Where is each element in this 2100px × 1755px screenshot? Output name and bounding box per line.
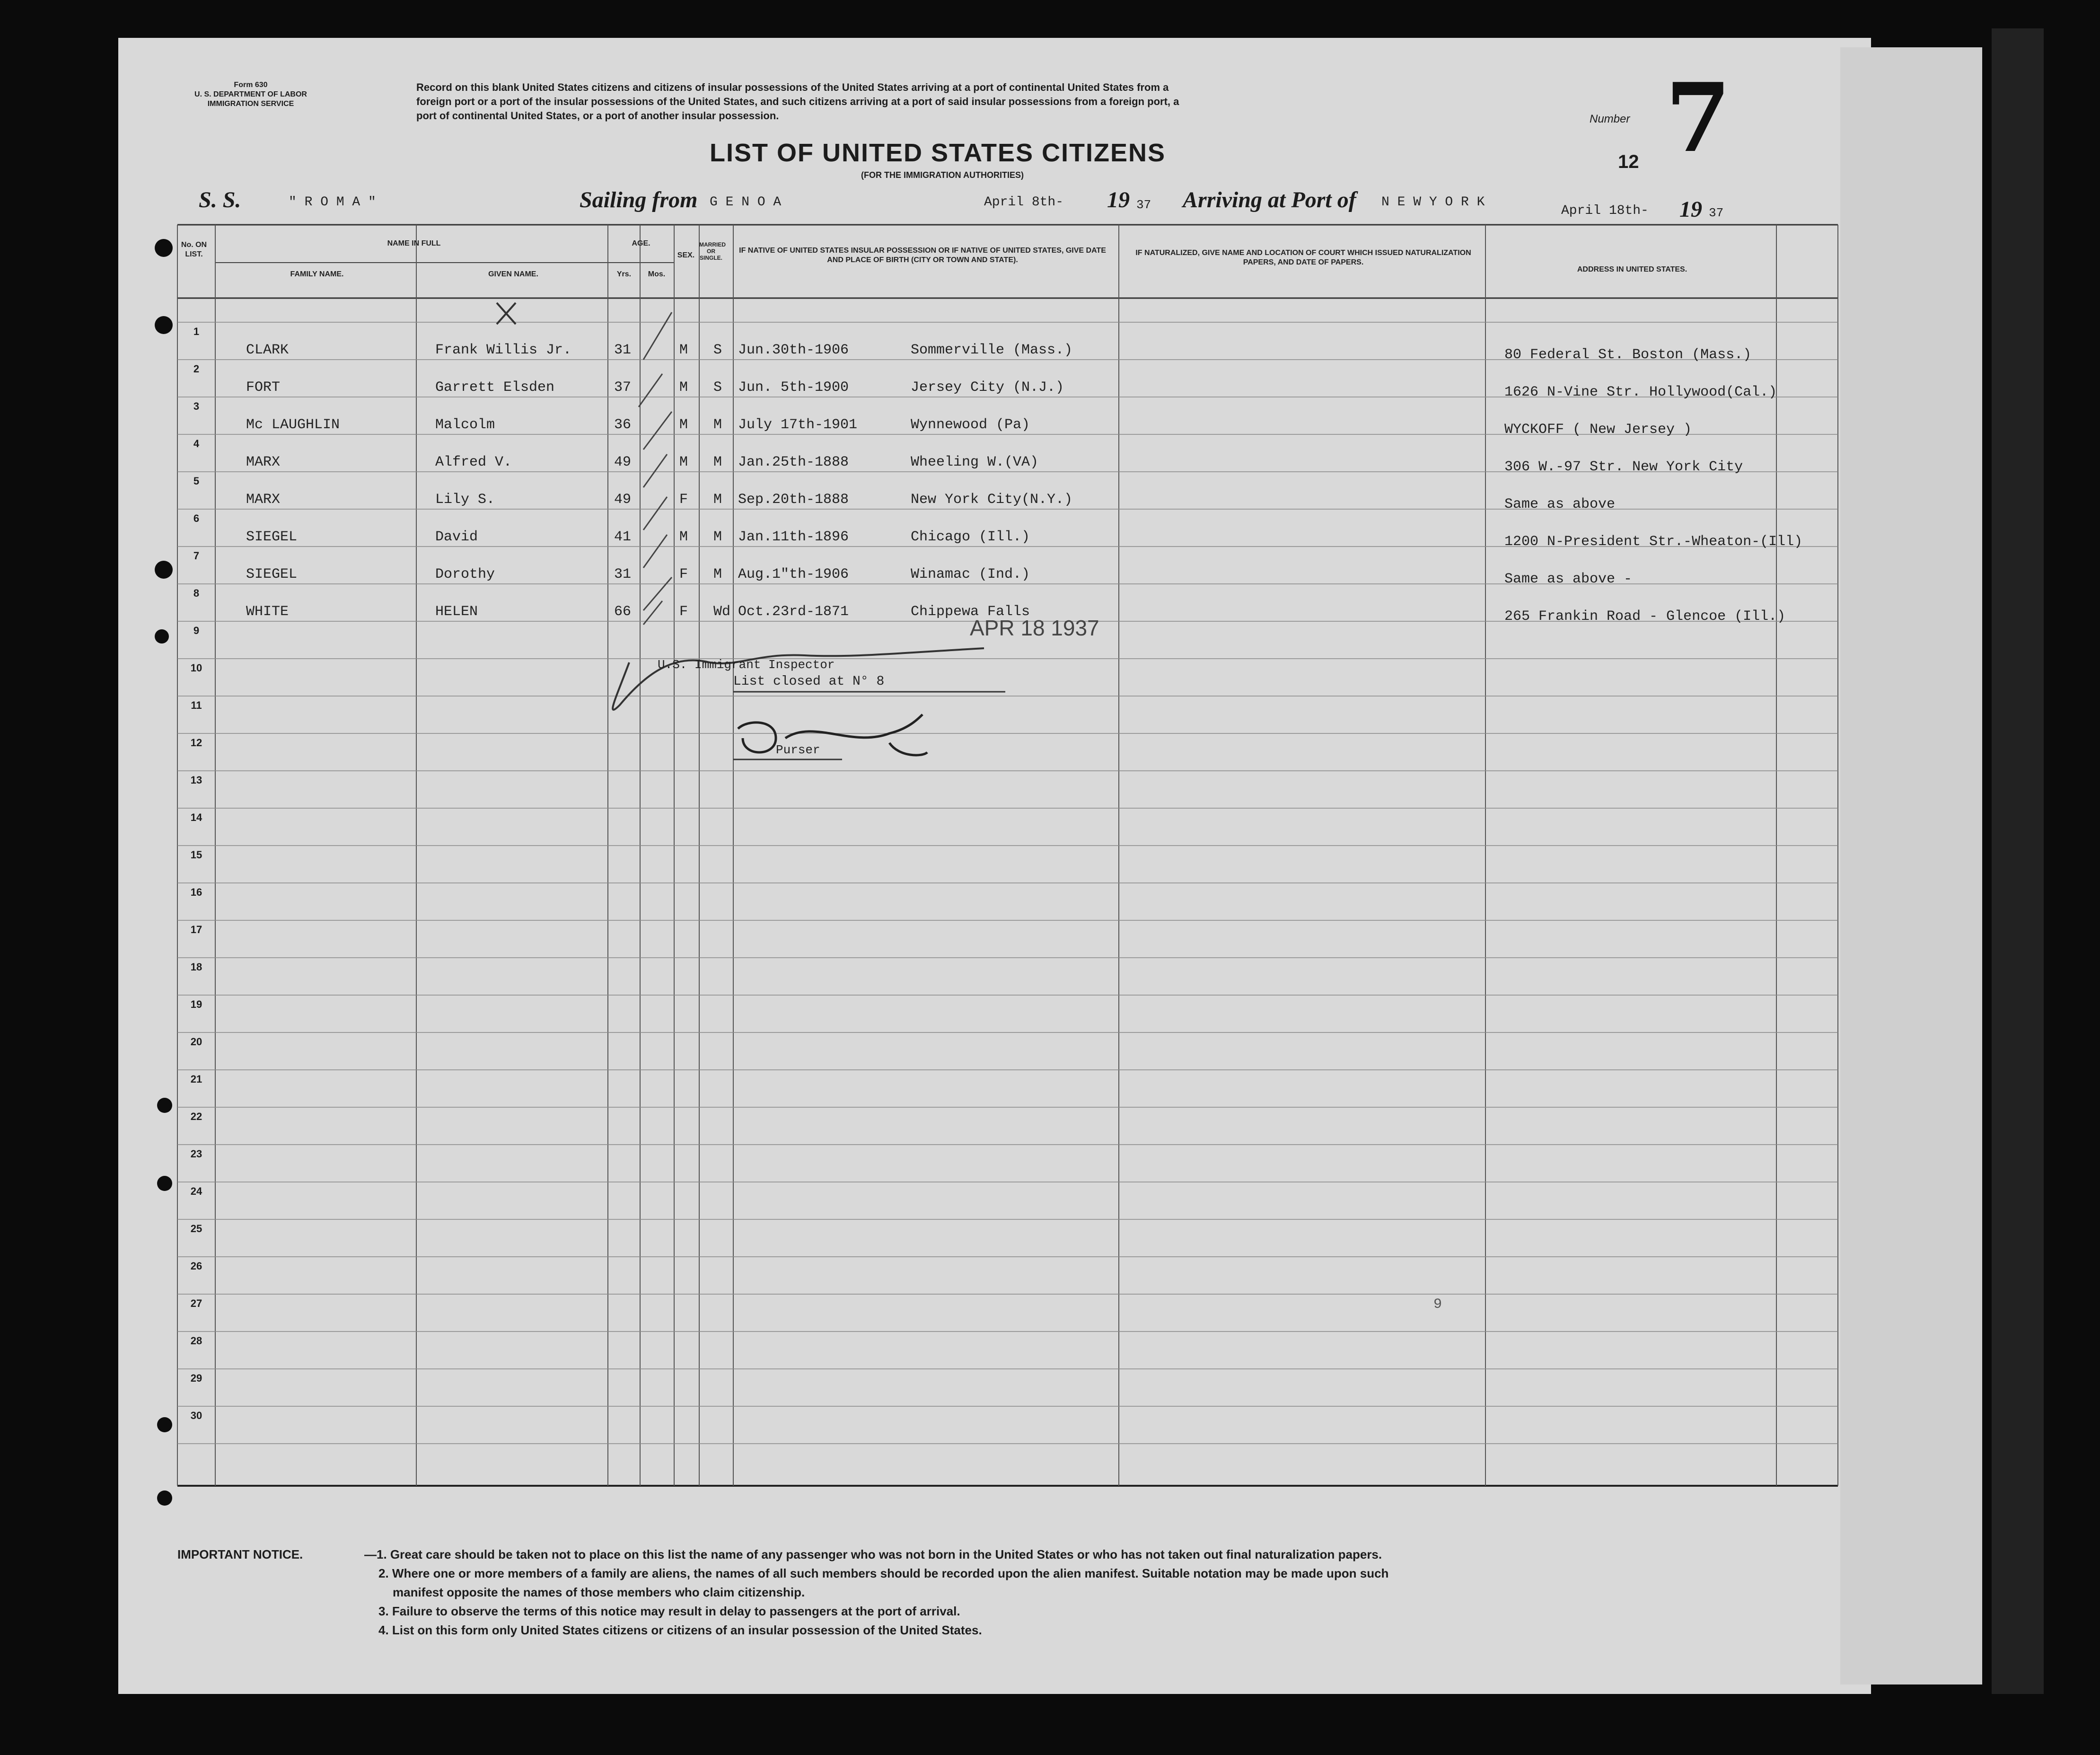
- header-family-name: FAMILY NAME.: [290, 270, 344, 278]
- address-cell: 1200 N-President Str.-Wheaton-(Ill): [1504, 534, 1803, 550]
- ss-label: S. S.: [199, 187, 241, 212]
- row-number: 15: [190, 849, 202, 861]
- row-number: 20: [190, 1036, 202, 1048]
- address-cell: 306 W.-97 Str. New York City: [1504, 459, 1743, 475]
- record-line-1: Record on this blank United States citizens and citizens of insular possessions of the United States arriving at a port of continental United States from a: [416, 81, 1169, 93]
- department-name: U. S. DEPARTMENT OF LABOR: [194, 90, 307, 98]
- header-married-single: MARRIED OR SINGLE.: [699, 241, 726, 261]
- birth-date-cell: Jan.25th-1888: [738, 454, 849, 470]
- row-number: 9: [193, 625, 200, 636]
- row-number: 11: [191, 699, 202, 711]
- punch-hole: [155, 316, 173, 334]
- ship-name: " R O M A ": [289, 195, 376, 210]
- header-sex: SEX.: [677, 251, 695, 259]
- birth-date-cell: Jun. 5th-1900: [738, 379, 849, 396]
- header-list-number: No. ON LIST.: [181, 241, 207, 258]
- row-number: 27: [190, 1297, 202, 1309]
- punch-hole: [155, 561, 173, 579]
- row-number: 2: [193, 363, 200, 375]
- row-number: 10: [190, 662, 202, 674]
- marital-status-cell: S: [713, 342, 722, 358]
- header-naturalized: IF NATURALIZED, GIVE NAME AND LOCATION OF COURT WHICH ISSUED NATURALIZATION PAPERS, AND DATE OF PAPERS.: [1135, 249, 1471, 266]
- arrival-year-prefix: 19: [1679, 197, 1702, 222]
- punch-hole: [155, 239, 173, 257]
- given-name-cell: HELEN: [435, 604, 478, 620]
- birth-place-cell: New York City(N.Y.): [911, 492, 1073, 508]
- punch-hole: [157, 1417, 172, 1432]
- birth-place-cell: Sommerville (Mass.): [911, 342, 1073, 358]
- age-cell: 31: [614, 566, 632, 582]
- marital-status-cell: M: [713, 454, 722, 470]
- list-closed-note: List closed at N° 8: [733, 674, 885, 689]
- arrival-year-suffix: 37: [1709, 206, 1724, 220]
- notice-item-2: 2. Where one or more members of a family are aliens, the names of all such members should be recorded upon the alien manifest. Suitable notation may be made upon such: [378, 1566, 1389, 1580]
- sailing-label: Sailing from: [580, 187, 698, 212]
- family-name-cell: MARX: [246, 492, 281, 508]
- row-number: 29: [190, 1372, 202, 1384]
- row-number: 26: [190, 1260, 202, 1272]
- row-number: 5: [193, 475, 200, 487]
- birth-date-cell: Aug.1"th-1906: [738, 566, 849, 582]
- family-name-cell: WHITE: [246, 604, 289, 620]
- age-cell: 49: [614, 454, 632, 470]
- notice-body: [364, 1545, 1765, 1640]
- family-name-cell: CLARK: [246, 342, 289, 358]
- birth-date-cell: Sep.20th-1888: [738, 492, 849, 508]
- header-given-name: GIVEN NAME.: [488, 270, 538, 278]
- marital-status-cell: M: [713, 566, 722, 582]
- punch-hole: [157, 1490, 172, 1506]
- birth-date-cell: July 17th-1901: [738, 417, 858, 433]
- margin-mark: 9: [1433, 1296, 1442, 1313]
- birth-date-cell: Jan.11th-1896: [738, 529, 849, 545]
- given-name-cell: Malcolm: [435, 417, 495, 433]
- age-cell: 31: [614, 342, 632, 358]
- header-months: Mos.: [648, 270, 666, 278]
- given-name-cell: Dorothy: [435, 566, 495, 582]
- address-cell: 80 Federal St. Boston (Mass.): [1504, 347, 1752, 363]
- birth-place-cell: Wynnewood (Pa): [911, 417, 1030, 433]
- record-line-2: foreign port or a port of the insular possessions of the United States, and such citizens arriving at a port of said insular possessions from a foreign port, a: [416, 96, 1179, 107]
- row-number: 17: [190, 924, 202, 935]
- birth-date-cell: Jun.30th-1906: [738, 342, 849, 358]
- row-number: 30: [190, 1410, 202, 1421]
- purser-signature: [738, 714, 927, 755]
- sex-cell: M: [679, 379, 688, 396]
- row-number: 18: [190, 961, 202, 973]
- given-name-cell: Garrett Elsden: [435, 379, 555, 396]
- marital-status-cell: Wd: [713, 604, 731, 620]
- age-cell: 49: [614, 492, 632, 508]
- sex-cell: F: [679, 566, 688, 582]
- address-cell: 265 Frankin Road - Glencoe (Ill.): [1504, 609, 1786, 625]
- record-line-3: port of continental United States, or a port of another insular possession.: [416, 110, 779, 122]
- arriving-label: Arriving at Port of: [1183, 187, 1356, 212]
- purser-label: Purser: [776, 743, 820, 757]
- arrival-port: N E W Y O R K: [1381, 195, 1485, 210]
- family-name-cell: SIEGEL: [246, 529, 298, 545]
- row-number: 1: [193, 326, 200, 337]
- given-name-cell: Frank Willis Jr.: [435, 342, 572, 358]
- given-name-cell: David: [435, 529, 478, 545]
- address-cell: WYCKOFF ( New Jersey ): [1504, 422, 1692, 438]
- notice-item-1: —1. Great care should be taken not to place on this list the name of any passenger who was not born in the United States or who has not taken out final naturalization papers.: [364, 1547, 1382, 1561]
- age-cell: 66: [614, 604, 632, 620]
- marital-status-cell: M: [713, 417, 722, 433]
- row-number: 6: [193, 512, 200, 524]
- punch-hole: [155, 629, 169, 644]
- arrival-date: April 18th-: [1561, 203, 1649, 218]
- sex-cell: M: [679, 417, 688, 433]
- marital-status-cell: S: [713, 379, 722, 396]
- sailing-date: April 8th-: [984, 195, 1064, 210]
- check-strokes: [639, 312, 672, 625]
- page-subtitle: (FOR THE IMMIGRATION AUTHORITIES): [861, 170, 1024, 180]
- given-name-cell: Alfred V.: [435, 454, 512, 470]
- punch-hole: [157, 1176, 172, 1191]
- age-cell: 36: [614, 417, 632, 433]
- sheet-number: 12: [1618, 151, 1639, 172]
- sex-cell: M: [679, 342, 688, 358]
- page-title: LIST OF UNITED STATES CITIZENS: [710, 139, 1166, 167]
- marital-status-cell: M: [713, 492, 722, 508]
- row-number: 8: [193, 587, 200, 599]
- number-label: Number: [1590, 113, 1630, 125]
- arrival-stamp: APR 18 1937: [970, 616, 1099, 640]
- row-number: 28: [190, 1335, 202, 1347]
- row-number: 25: [190, 1223, 202, 1235]
- birth-place-cell: Wheeling W.(VA): [911, 454, 1039, 470]
- address-cell: 1626 N-Vine Str. Hollywood(Cal.): [1504, 384, 1777, 400]
- row-number: 19: [190, 998, 202, 1010]
- row-number: 7: [193, 550, 200, 562]
- departure-port: G E N O A: [710, 195, 782, 210]
- form-number: Form 630: [234, 81, 268, 89]
- row-number: 3: [193, 400, 200, 412]
- age-cell: 41: [614, 529, 632, 545]
- given-name-cell: Lily S.: [435, 492, 495, 508]
- list-number: 7: [1665, 62, 1731, 174]
- header-address: ADDRESS IN UNITED STATES.: [1577, 265, 1687, 273]
- notice-item-2-cont: manifest opposite the names of those members who claim citizenship.: [393, 1585, 805, 1599]
- family-name-cell: MARX: [246, 454, 281, 470]
- family-name-cell: SIEGEL: [246, 566, 298, 582]
- birth-place-cell: Chicago (Ill.): [911, 529, 1030, 545]
- row-number: 22: [190, 1111, 202, 1122]
- header-age: AGE.: [632, 239, 650, 247]
- inspector-label: U.S. Immigrant Inspector: [658, 658, 835, 672]
- service-name: IMMIGRATION SERVICE: [207, 100, 294, 108]
- x-mark: [497, 303, 516, 324]
- header-native-birth: IF NATIVE OF UNITED STATES INSULAR POSSESSION OR IF NATIVE OF UNITED STATES, GIVE DATE AND PLACE OF BIRTH (CITY OR TOWN AND STATE).: [739, 247, 1106, 264]
- notice-item-3: 3. Failure to observe the terms of this notice may result in delay to passengers at the port of arrival.: [378, 1604, 960, 1618]
- row-number: 21: [190, 1073, 202, 1085]
- row-number: 4: [193, 438, 200, 450]
- header-years: Yrs.: [616, 270, 632, 278]
- sex-cell: M: [679, 454, 688, 470]
- birth-place-cell: Chippewa Falls: [911, 604, 1030, 620]
- row-number: 16: [190, 886, 202, 898]
- sex-cell: F: [679, 604, 688, 620]
- family-name-cell: Mc LAUGHLIN: [246, 417, 340, 433]
- birth-place-cell: Jersey City (N.J.): [911, 379, 1064, 396]
- address-cell: Same as above: [1504, 496, 1616, 512]
- row-number: 13: [190, 774, 202, 786]
- row-number: 14: [190, 811, 202, 823]
- sailing-year-suffix: 37: [1136, 198, 1151, 212]
- age-cell: 37: [614, 379, 632, 396]
- notice-heading: IMPORTANT NOTICE.: [177, 1547, 303, 1561]
- punch-hole: [157, 1098, 172, 1113]
- family-name-cell: FORT: [246, 379, 281, 396]
- birth-date-cell: Oct.23rd-1871: [738, 604, 849, 620]
- sex-cell: F: [679, 492, 688, 508]
- notice-item-4: 4. List on this form only United States citizens or citizens of an insular possession of the United States.: [378, 1623, 982, 1637]
- sailing-year-prefix: 19: [1107, 187, 1130, 212]
- row-number: 23: [190, 1148, 202, 1160]
- birth-place-cell: Winamac (Ind.): [911, 566, 1030, 582]
- row-number: 12: [190, 737, 202, 749]
- marital-status-cell: M: [713, 529, 722, 545]
- row-number: 24: [190, 1185, 202, 1197]
- header-name-in-full: NAME IN FULL: [387, 239, 441, 247]
- address-cell: Same as above -: [1504, 571, 1633, 587]
- sex-cell: M: [679, 529, 688, 545]
